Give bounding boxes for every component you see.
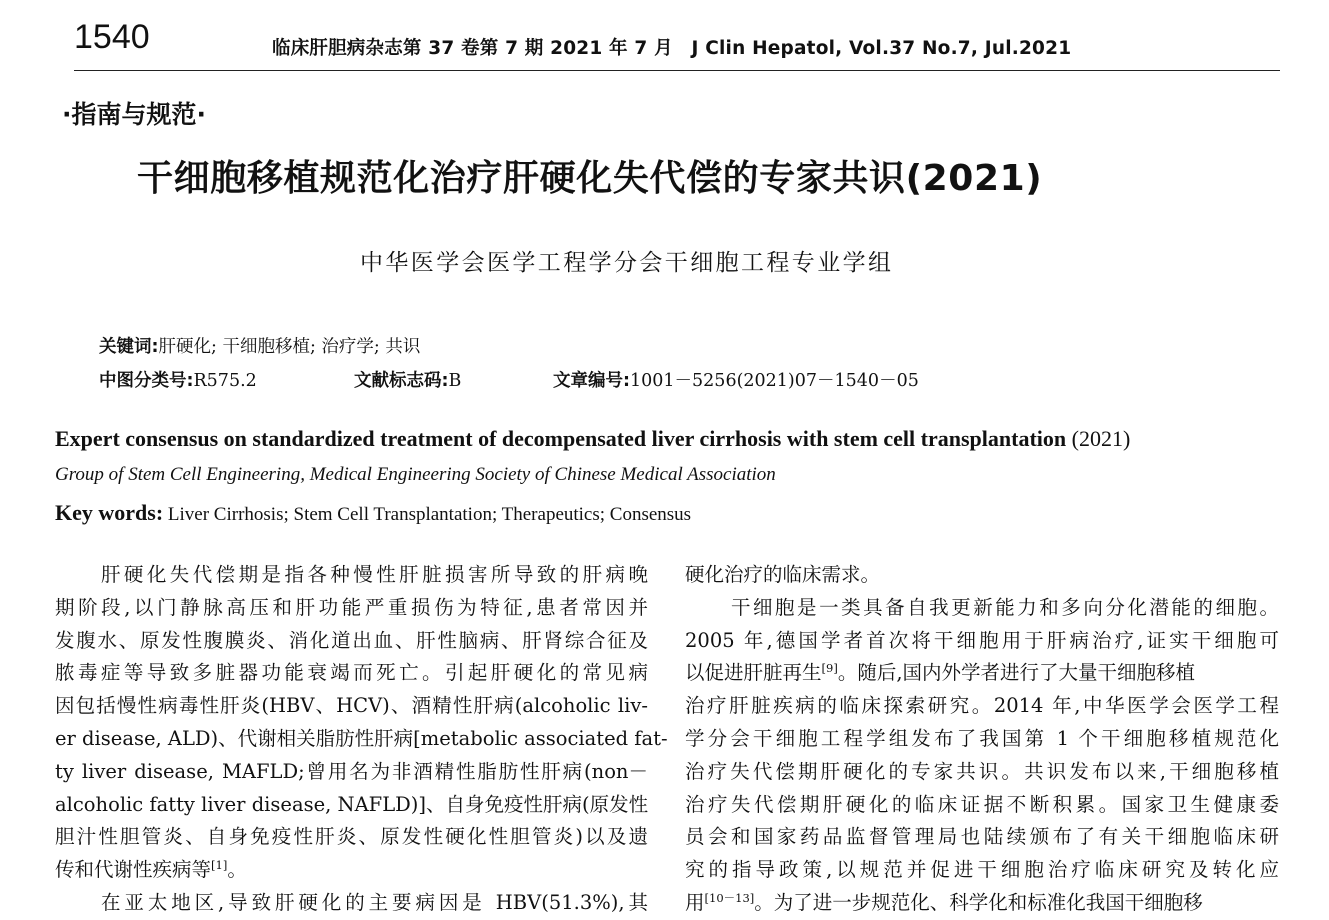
body-column-left [55,559,668,920]
body-text: 。随后,国内外学者进行了大量干细胞移植 [837,661,1196,685]
body-line: 发腹水、原发性腹膜炎、消化道出血、肝性脑病、肝肾综合征及 [55,628,648,652]
body-text: 用 [685,890,705,914]
citation[interactable]: [10－13] [704,890,755,905]
doc-code-label: 文献标志码: [354,371,449,391]
doc-code-line [354,367,461,392]
body-text: 。 [227,858,247,882]
body-line: 胆汁性胆管炎、自身免疫性肝炎、原发性硬化性胆管炎)以及遗 [55,825,648,849]
section-label: ·指南与规范· [62,100,206,129]
article-no-value: 1001－5256(2021)07－1540－05 [630,371,919,391]
clc-value: R575.2 [193,371,257,391]
body-line: 治疗肝脏疾病的临床探索研究。2014 年,中华医学会医学工程 [685,694,1279,718]
body-line: 究的指导政策,以规范并促进干细胞治疗临床研究及转化应 [685,858,1279,882]
running-head: 临床肝胆病杂志第 37 卷第 7 期 2021 年 7 月 J Clin Hepatol, Vol.37 No.7, Jul.2021 [272,38,1072,59]
body-line: 学分会干细胞工程学组发布了我国第 1 个干细胞移植规范化 [685,726,1279,750]
body-line: 期阶段,以门静脉高压和肝功能严重损伤为特征,患者常因并 [55,595,648,619]
keywords-line [99,333,420,358]
english-author-group: Group of Stem Cell Engineering, Medical Engineering Society of Chinese Medical Association [55,464,776,485]
doc-code-value: B [448,371,462,391]
author-group: 中华医学会医学工程学分会干细胞工程专业学组 [360,250,894,276]
body-line: 硬化治疗的临床需求。 [685,563,881,586]
english-keywords-value: Liver Cirrhosis; Stem Cell Transplantation; Therapeutics; Consensus [167,504,692,525]
body-line: 治疗失代偿期肝硬化的临床证据不断积累。国家卫生健康委 [685,792,1279,816]
keywords-value: 肝硬化; 干细胞移植; 治疗学; 共识 [158,337,421,357]
body-line: 干细胞是一类具备自我更新能力和多向分化潜能的细胞。 [731,595,1279,619]
clc-line [99,367,257,392]
citation[interactable]: [1] [211,858,228,873]
body-line: 因包括慢性病毒性肝炎(HBV、HCV)、酒精性肝病(alcoholic liv- [55,694,648,718]
body-text: 。为了进一步规范化、科学化和标准化我国干细胞移 [754,890,1203,914]
citation[interactable]: [9] [821,661,838,676]
body-line: 脓毒症等导致多脏器功能衰竭而死亡。引起肝硬化的常见病 [55,661,648,685]
clc-label: 中图分类号: [99,371,194,391]
body-line: alcoholic fatty liver disease, NAFLD)]、自身免疫性肝病(原发性 [55,792,649,816]
body-line: 在亚太地区,导致肝硬化的主要病因是 HBV(51.3%),其 [101,890,648,914]
body-line: 肝硬化失代偿期是指各种慢性肝脏损害所导致的肝病晚 [101,563,648,586]
body-line: er disease, ALD)、代谢相关脂肪性肝病[metabolic associated fat- [55,726,668,750]
article-no-line [553,367,919,392]
body-line [55,854,648,887]
article-no-label: 文章编号: [553,371,630,391]
body-line [685,657,1279,690]
english-title-text: Expert consensus on standardized treatment of decompensated liver cirrhosis with stem cell transplantation [55,426,1067,451]
article-title: 干细胞移植规范化治疗肝硬化失代偿的专家共识(2021) [137,158,1043,199]
body-line: 2005 年,德国学者首次将干细胞用于肝病治疗,证实干细胞可 [685,628,1279,652]
english-title [55,426,1130,452]
body-line: 员会和国家药品监督管理局也陆续颁布了有关干细胞临床研 [685,825,1279,849]
body-text: 以促进肝脏再生 [685,661,822,685]
body-line [685,887,1279,920]
english-keywords-label: Key words: [55,500,164,525]
header-rule [74,70,1280,71]
body-line: ty liver disease, MAFLD;曾用名为非酒精性脂肪性肝病(non－ [55,759,648,783]
page-number: 1540 [74,18,150,56]
body-column-right [685,559,1279,920]
keywords-label: 关键词: [99,337,159,357]
body-text: 传和代谢性疾病等 [55,858,212,882]
body-line: 治疗失代偿期肝硬化的专家共识。共识发布以来,干细胞移植 [685,759,1279,783]
english-keywords [55,500,691,526]
english-title-year: (2021) [1071,426,1131,451]
